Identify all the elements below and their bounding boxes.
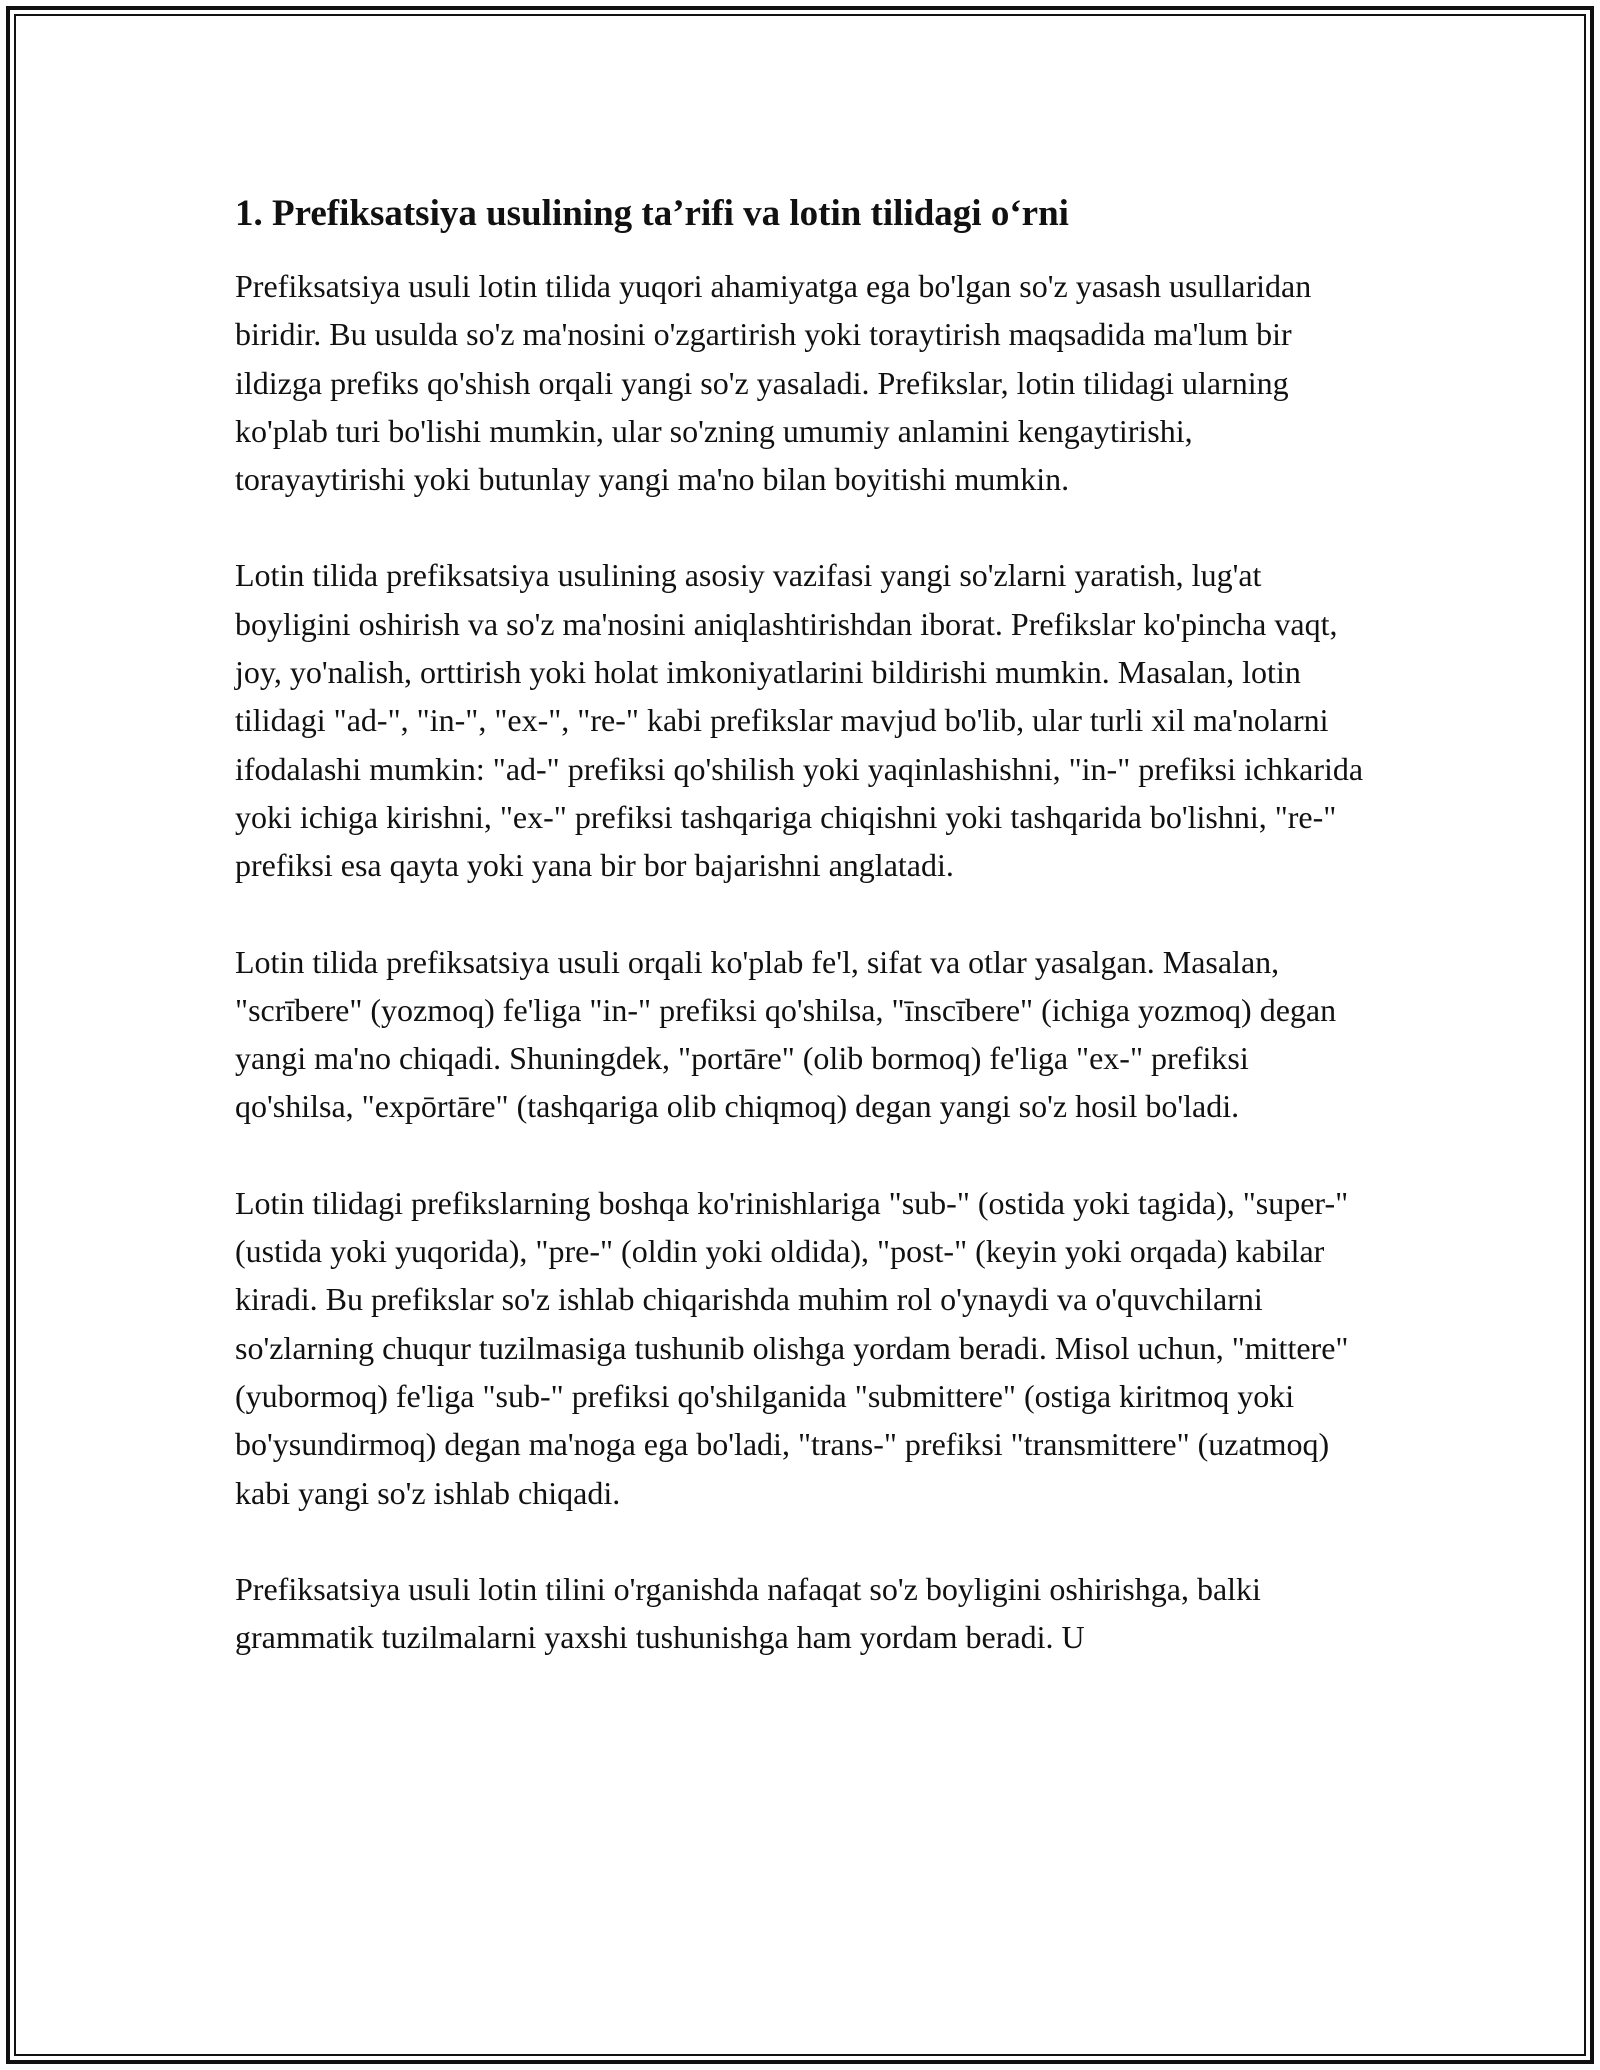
paragraph-2: Lotin tilida prefiksatsiya usulining asosiy vazifasi yangi so'zlarni yaratish, lug'at boyligini oshirish va so'z ma'nosini aniqlashtirishdan iborat. Prefikslar ko'pincha vaqt, joy, yo'nalish, orttirish yoki holat imkoniyatlarini bildirishi mumkin. Masalan, lotin tilidagi "ad-", "in-", "ex-", "re-" kabi prefikslar mavjud bo'lib, ular turli xil ma'nolarni ifodalashi mumkin: "ad-" prefiksi qo'shilish yoki yaqinlashishni, "in-" prefiksi ichkarida yoki ichiga kirishni, "ex-" prefiksi tashqariga chiqishni yoki tashqarida bo'lishni, "re-" prefiksi esa qayta yoki yana bir bor bajarishni anglatadi. [235,557,1364,884]
document-body [235,188,1365,1709]
paragraph-5: Prefiksatsiya usuli lotin tilini o'rganishda nafaqat so'z boyligini oshirishga, balki grammatik tuzilmalarni yaxshi tushunishga ham yordam beradi. U [235,1570,1261,1656]
paragraph-1: Prefiksatsiya usuli lotin tilida yuqori ahamiyatga ega bo'lgan so'z yasash usullaridan biridir. Bu usulda so'z ma'nosini o'zgartirish yoki toraytirish maqsadida ma'lum bir ildizga prefiks qo'shish orqali yangi so'z yasaladi. Prefikslar, lotin tilidagi ularning ko'plab turi bo'lishi mumkin, ular so'zning umumiy anlamini kengaytirishi, torayaytirishi yoki butunlay yangi ma'no bilan boyitishi mumkin. [235,268,1312,498]
paragraph-3: Lotin tilida prefiksatsiya usuli orqali ko'plab fe'l, sifat va otlar yasalgan. Masalan, "scrībere" (yozmoq) fe'liga "in-" prefiksi qo'shilsa, "īnscībere" (ichiga yozmoq) degan yangi ma'no chiqadi. Shuningdek, "portāre" (olib bormoq) fe'liga "ex-" prefiksi qo'shilsa, "expōrtāre" (tashqariga olib chiqmoq) degan yangi so'z hosil bo'ladi. [235,943,1337,1125]
paragraph-4: Lotin tilidagi prefikslarning boshqa ko'rinishlariga "sub-" (ostida yoki tagida), "super-" (ustida yoki yuqorida), "pre-" (oldin yoki oldida), "post-" (keyin yoki orqada) kabilar kiradi. Bu prefikslar so'z ishlab chiqarishda muhim rol o'ynaydi va o'quvchilarni so'zlarning chuqur tuzilmasiga tushunib olishga yordam beradi. Misol uchun, "mittere" (yubormoq) fe'liga "sub-" prefiksi qo'shilganida "submittere" (ostiga kiritmoq yoki bo'ysundirmoq) degan ma'noga ega bo'ladi, "trans-" prefiksi "transmittere" (uzatmoq) kabi yangi so'z ishlab chiqadi. [235,1184,1349,1511]
section-heading: 1. Prefiksatsiya usulining ta’rifi va lotin tilidagi o‘rni [235,193,1069,234]
